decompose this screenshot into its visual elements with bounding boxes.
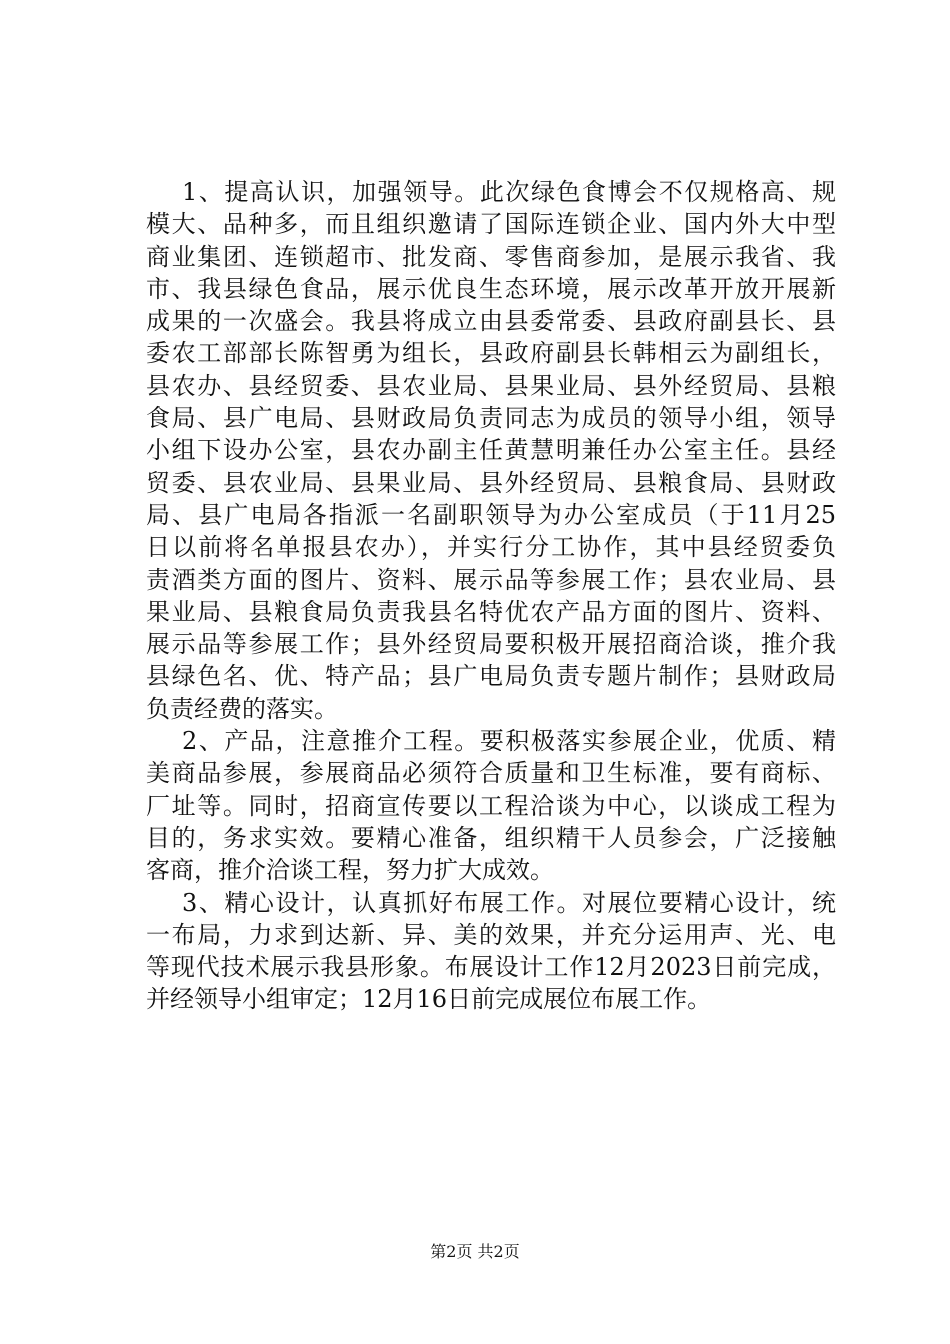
text-line: 一布局，力求到达新、异、美的效果，并充分运用声、光、电 bbox=[146, 920, 836, 949]
text-line: 3、精心设计，认真抓好布展工作。对展位要精心设计，统 bbox=[182, 888, 836, 917]
text-line: 展示品等参展工作；县外经贸局要积极开展招商洽谈，推介我 bbox=[146, 630, 836, 659]
text-line: 果业局、县粮食局负责我县名特优农产品方面的图片、资料、 bbox=[146, 597, 836, 626]
text-line: 市、我县绿色食品，展示优良生态环境，展示改革开放开展新 bbox=[146, 274, 836, 303]
text-line: 模大、品种多，而且组织邀请了国际连锁企业、国内外大中型 bbox=[146, 210, 836, 239]
text-line: 成果的一次盛会。我县将成立由县委常委、县政府副县长、县 bbox=[146, 307, 836, 336]
page-footer: 第2页 共2页 bbox=[430, 1242, 520, 1261]
text-line: 食局、县广电局、县财政局负责同志为成员的领导小组，领导 bbox=[146, 404, 836, 433]
text-line: 日以前将名单报县农办），并实行分工协作，其中县经贸委负 bbox=[146, 533, 836, 562]
text-line: 厂址等。同时，招商宣传要以工程洽谈为中心，以谈成工程为 bbox=[146, 791, 836, 820]
text-line: 商业集团、连锁超市、批发商、零售商参加，是展示我省、我 bbox=[146, 242, 836, 271]
text-line: 客商，推介洽谈工程，努力扩大成效。 bbox=[146, 856, 554, 885]
text-line: 县农办、县经贸委、县农业局、县果业局、县外经贸局、县粮 bbox=[146, 371, 836, 400]
text-line: 县绿色名、优、特产品；县广电局负责专题片制作；县财政局 bbox=[146, 662, 836, 691]
text-line: 贸委、县农业局、县果业局、县外经贸局、县粮食局、县财政 bbox=[146, 468, 836, 497]
paragraph-3 bbox=[146, 887, 836, 1016]
document-body bbox=[146, 176, 836, 1016]
paragraph-2 bbox=[146, 725, 836, 886]
text-line: 局、县广电局各指派一名副职领导为办公室成员（于11月25 bbox=[146, 500, 836, 529]
text-line: 目的，务求实效。要精心准备，组织精干人员参会，广泛接触 bbox=[146, 823, 836, 852]
text-line: 委农工部部长陈智勇为组长，县政府副县长韩相云为副组长， bbox=[146, 339, 836, 368]
paragraph-1 bbox=[146, 176, 836, 725]
text-line: 并经领导小组审定；12月16日前完成展位布展工作。 bbox=[146, 985, 712, 1014]
text-line: 等现代技术展示我县形象。布展设计工作12月2023日前完成， bbox=[146, 953, 836, 982]
text-line: 美商品参展，参展商品必须符合质量和卫生标准，要有商标、 bbox=[146, 759, 836, 788]
text-line: 负责经费的落实。 bbox=[146, 694, 338, 723]
text-line: 责酒类方面的图片、资料、展示品等参展工作；县农业局、县 bbox=[146, 565, 836, 594]
text-line: 小组下设办公室，县农办副主任黄慧明兼任办公室主任。县经 bbox=[146, 436, 836, 465]
text-line: 1、提高认识，加强领导。此次绿色食博会不仅规格高、规 bbox=[182, 178, 836, 206]
text-line: 2、产品，注意推介工程。要积极落实参展企业，优质、精 bbox=[182, 727, 836, 756]
